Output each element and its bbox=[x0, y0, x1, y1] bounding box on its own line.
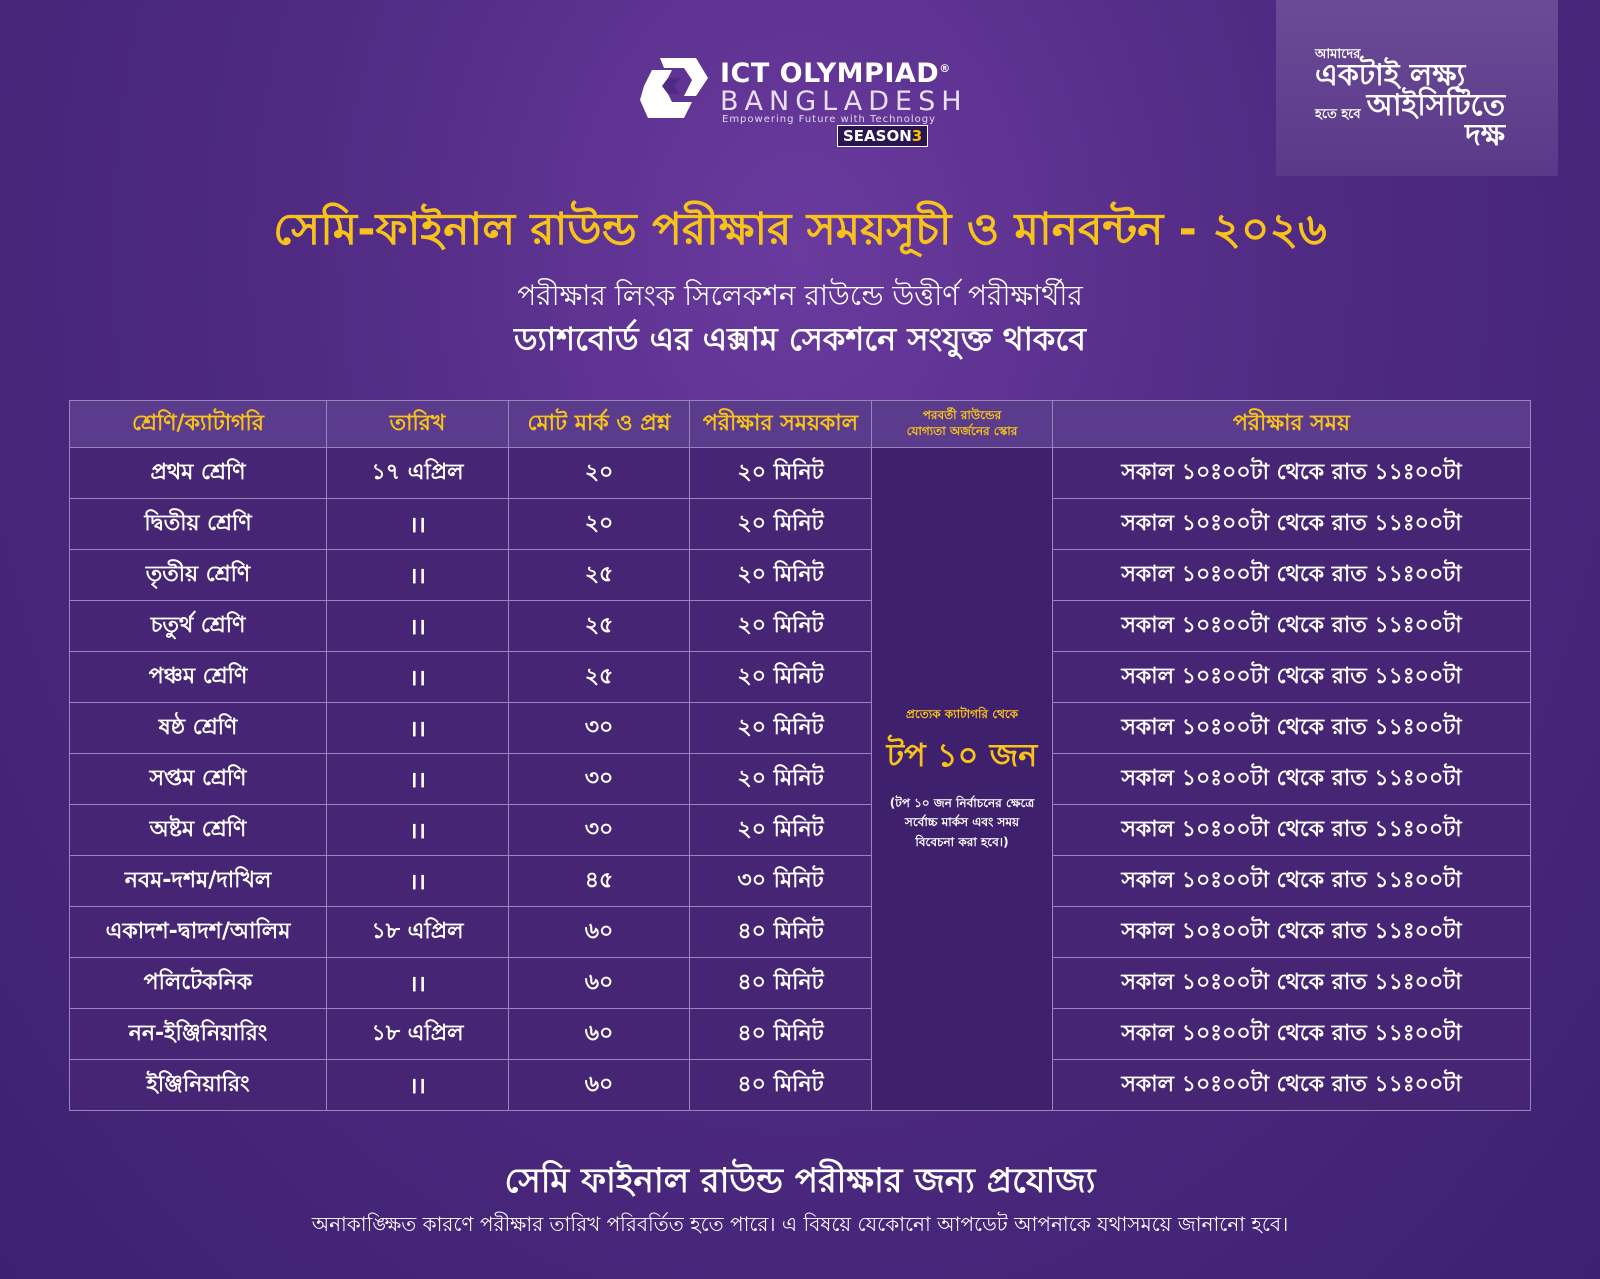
header-exam-time: পরীক্ষার সময় bbox=[1053, 401, 1531, 448]
cell-exam-time: সকাল ১০ঃ০০টা থেকে রাত ১১ঃ০০টা bbox=[1053, 448, 1531, 499]
subtitle-line2: ড্যাশবোর্ড এর এক্সাম সেকশনে সংযুক্ত থাকবে bbox=[514, 320, 1086, 358]
cell-date: ।। bbox=[327, 703, 509, 754]
cell-exam-time: সকাল ১০ঃ০০টা থেকে রাত ১১ঃ০০টা bbox=[1053, 601, 1531, 652]
table-row bbox=[70, 550, 1531, 601]
slogan-line2: একটাই লক্ষ্য bbox=[1315, 58, 1466, 93]
cell-duration: ২০ মিনিট bbox=[690, 550, 872, 601]
cell-category: ষষ্ঠ শ্রেণি bbox=[70, 703, 327, 754]
slogan-line3 bbox=[1315, 88, 1506, 123]
header-date: তারিখ bbox=[327, 401, 509, 448]
cell-duration: ২০ মিনিট bbox=[690, 754, 872, 805]
cell-category: অষ্টম শ্রেণি bbox=[70, 805, 327, 856]
slogan-line1: আমাদের bbox=[1315, 47, 1361, 62]
cell-duration: ২০ মিনিট bbox=[690, 652, 872, 703]
footer-note: অনাকাঙ্ক্ষিত কারণে পরীক্ষার তারিখ পরিবর্তিত হতে পারে। এ বিষয়ে যেকোনো আপডেট আপনাকে যথাসময়ে জানানো হবে। bbox=[311, 1212, 1289, 1236]
cell-exam-time: সকাল ১০ঃ০০টা থেকে রাত ১১ঃ০০টা bbox=[1053, 1060, 1531, 1111]
cell-date: ।। bbox=[327, 652, 509, 703]
cell-duration: ৪০ মিনিট bbox=[690, 1060, 872, 1111]
table-row bbox=[70, 856, 1531, 907]
footer-title: সেমি ফাইনাল রাউন্ড পরীক্ষার জন্য প্রযোজ্য bbox=[504, 1161, 1096, 1201]
table-row bbox=[70, 754, 1531, 805]
cell-exam-time: সকাল ১০ঃ০০টা থেকে রাত ১১ঃ০০টা bbox=[1053, 805, 1531, 856]
page-title: সেমি-ফাইনাল রাউন্ড পরীক্ষার সময়সূচী ও মানবন্টন - ২০২৬ bbox=[273, 204, 1327, 255]
table-row bbox=[70, 805, 1531, 856]
cell-category: চতুর্থ শ্রেণি bbox=[70, 601, 327, 652]
cell-category: একাদশ-দ্বাদশ/আলিম bbox=[70, 907, 327, 958]
cell-date: ১৮ এপ্রিল bbox=[327, 1009, 509, 1060]
cell-marks: ২০ bbox=[509, 499, 690, 550]
logo-mark-icon bbox=[640, 56, 708, 120]
table-row bbox=[70, 1060, 1531, 1111]
cell-duration: ৪০ মিনিট bbox=[690, 907, 872, 958]
table-row bbox=[70, 601, 1531, 652]
table-row bbox=[70, 907, 1531, 958]
cell-date: ।। bbox=[327, 856, 509, 907]
qualify-top10: টপ ১০ জন bbox=[886, 736, 1038, 775]
cell-exam-time: সকাল ১০ঃ০০টা থেকে রাত ১১ঃ০০টা bbox=[1053, 652, 1531, 703]
cell-duration: ৪০ মিনিট bbox=[690, 1009, 872, 1060]
cell-marks: ২৫ bbox=[509, 601, 690, 652]
cell-category: ইঞ্জিনিয়ারিং bbox=[70, 1060, 327, 1111]
cell-exam-time: সকাল ১০ঃ০০টা থেকে রাত ১১ঃ০০টা bbox=[1053, 907, 1531, 958]
cell-duration: ২০ মিনিট bbox=[690, 601, 872, 652]
cell-date: ১৮ এপ্রিল bbox=[327, 907, 509, 958]
cell-category: দ্বিতীয় শ্রেণি bbox=[70, 499, 327, 550]
table-row bbox=[70, 703, 1531, 754]
cell-category: পঞ্চম শ্রেণি bbox=[70, 652, 327, 703]
cell-date: ।। bbox=[327, 550, 509, 601]
table-body bbox=[70, 448, 1531, 1111]
cell-marks: ৬০ bbox=[509, 1060, 690, 1111]
cell-marks: ৬০ bbox=[509, 1009, 690, 1060]
header-qualify-score: পরবর্তী রাউন্ডের যোগ্যতা অর্জনের স্কোর bbox=[872, 401, 1053, 448]
cell-date: ।। bbox=[327, 805, 509, 856]
exam-schedule-table bbox=[69, 400, 1531, 1111]
cell-exam-time: সকাল ১০ঃ০০টা থেকে রাত ১১ঃ০০টা bbox=[1053, 550, 1531, 601]
cell-exam-time: সকাল ১০ঃ০০টা থেকে রাত ১১ঃ০০টা bbox=[1053, 1009, 1531, 1060]
slogan bbox=[1315, 48, 1505, 151]
cell-duration: ২০ মিনিট bbox=[690, 448, 872, 499]
season-badge: SEASON3 bbox=[837, 125, 928, 147]
cell-exam-time: সকাল ১০ঃ০০টা থেকে রাত ১১ঃ০০টা bbox=[1053, 703, 1531, 754]
header-duration: পরীক্ষার সময়কাল bbox=[690, 401, 872, 448]
cell-marks: ৪৫ bbox=[509, 856, 690, 907]
header-category: শ্রেণি/ক্যাটাগরি bbox=[70, 401, 327, 448]
slogan-line4: দক্ষ bbox=[1465, 118, 1506, 153]
table-row bbox=[70, 652, 1531, 703]
qualify-score-cell bbox=[872, 448, 1053, 1111]
logo-title: ICT OLYMPIAD® bbox=[720, 58, 951, 89]
cell-marks: ২৫ bbox=[509, 652, 690, 703]
table-row bbox=[70, 1009, 1531, 1060]
cell-category: তৃতীয় শ্রেণি bbox=[70, 550, 327, 601]
cell-marks: ২৫ bbox=[509, 550, 690, 601]
header-marks: মোট মার্ক ও প্রশ্ন bbox=[509, 401, 690, 448]
cell-marks: ৩০ bbox=[509, 805, 690, 856]
logo-tagline: Empowering Future with Technology bbox=[722, 114, 937, 125]
cell-marks: ৬০ bbox=[509, 907, 690, 958]
cell-duration: ৩০ মিনিট bbox=[690, 856, 872, 907]
table-row bbox=[70, 958, 1531, 1009]
cell-date: ।। bbox=[327, 958, 509, 1009]
cell-category: প্রথম শ্রেণি bbox=[70, 448, 327, 499]
slogan-line3-small: হতে হবে bbox=[1315, 107, 1361, 122]
cell-exam-time: সকাল ১০ঃ০০টা থেকে রাত ১১ঃ০০টা bbox=[1053, 958, 1531, 1009]
cell-category: নন-ইঞ্জিনিয়ারিং bbox=[70, 1009, 327, 1060]
table-row bbox=[70, 499, 1531, 550]
logo-country: BANGLADESH bbox=[720, 86, 968, 117]
table-row bbox=[70, 448, 1531, 499]
cell-date: ।। bbox=[327, 1060, 509, 1111]
cell-date: ।। bbox=[327, 601, 509, 652]
cell-duration: ২০ মিনিট bbox=[690, 499, 872, 550]
subtitle-line1: পরীক্ষার লিংক সিলেকশন রাউন্ডে উত্তীর্ণ পরীক্ষার্থীর bbox=[517, 279, 1083, 312]
qualify-note: (টপ ১০ জন নির্বাচনের ক্ষেত্রে সর্বোচ্চ মার্কস এবং সময় বিবেচনা করা হবে।) bbox=[889, 796, 1035, 849]
cell-exam-time: সকাল ১০ঃ০০টা থেকে রাত ১১ঃ০০টা bbox=[1053, 499, 1531, 550]
cell-category: পলিটেকনিক bbox=[70, 958, 327, 1009]
cell-exam-time: সকাল ১০ঃ০০টা থেকে রাত ১১ঃ০০টা bbox=[1053, 856, 1531, 907]
cell-marks: ২০ bbox=[509, 448, 690, 499]
cell-category: নবম-দশম/দাখিল bbox=[70, 856, 327, 907]
cell-marks: ৩০ bbox=[509, 754, 690, 805]
table-header-row bbox=[70, 401, 1531, 448]
cell-marks: ৬০ bbox=[509, 958, 690, 1009]
ict-olympiad-logo bbox=[640, 56, 970, 151]
slogan-line3-big: আইসিটিতে bbox=[1366, 88, 1506, 123]
cell-date: ১৭ এপ্রিল bbox=[327, 448, 509, 499]
cell-exam-time: সকাল ১০ঃ০০টা থেকে রাত ১১ঃ০০টা bbox=[1053, 754, 1531, 805]
cell-date: ।। bbox=[327, 499, 509, 550]
cell-duration: ২০ মিনিট bbox=[690, 805, 872, 856]
qualify-small: প্রত্যেক ক্যাটাগরি থেকে bbox=[905, 707, 1019, 722]
cell-date: ।। bbox=[327, 754, 509, 805]
cell-category: সপ্তম শ্রেণি bbox=[70, 754, 327, 805]
cell-marks: ৩০ bbox=[509, 703, 690, 754]
cell-duration: ৪০ মিনিট bbox=[690, 958, 872, 1009]
cell-duration: ২০ মিনিট bbox=[690, 703, 872, 754]
